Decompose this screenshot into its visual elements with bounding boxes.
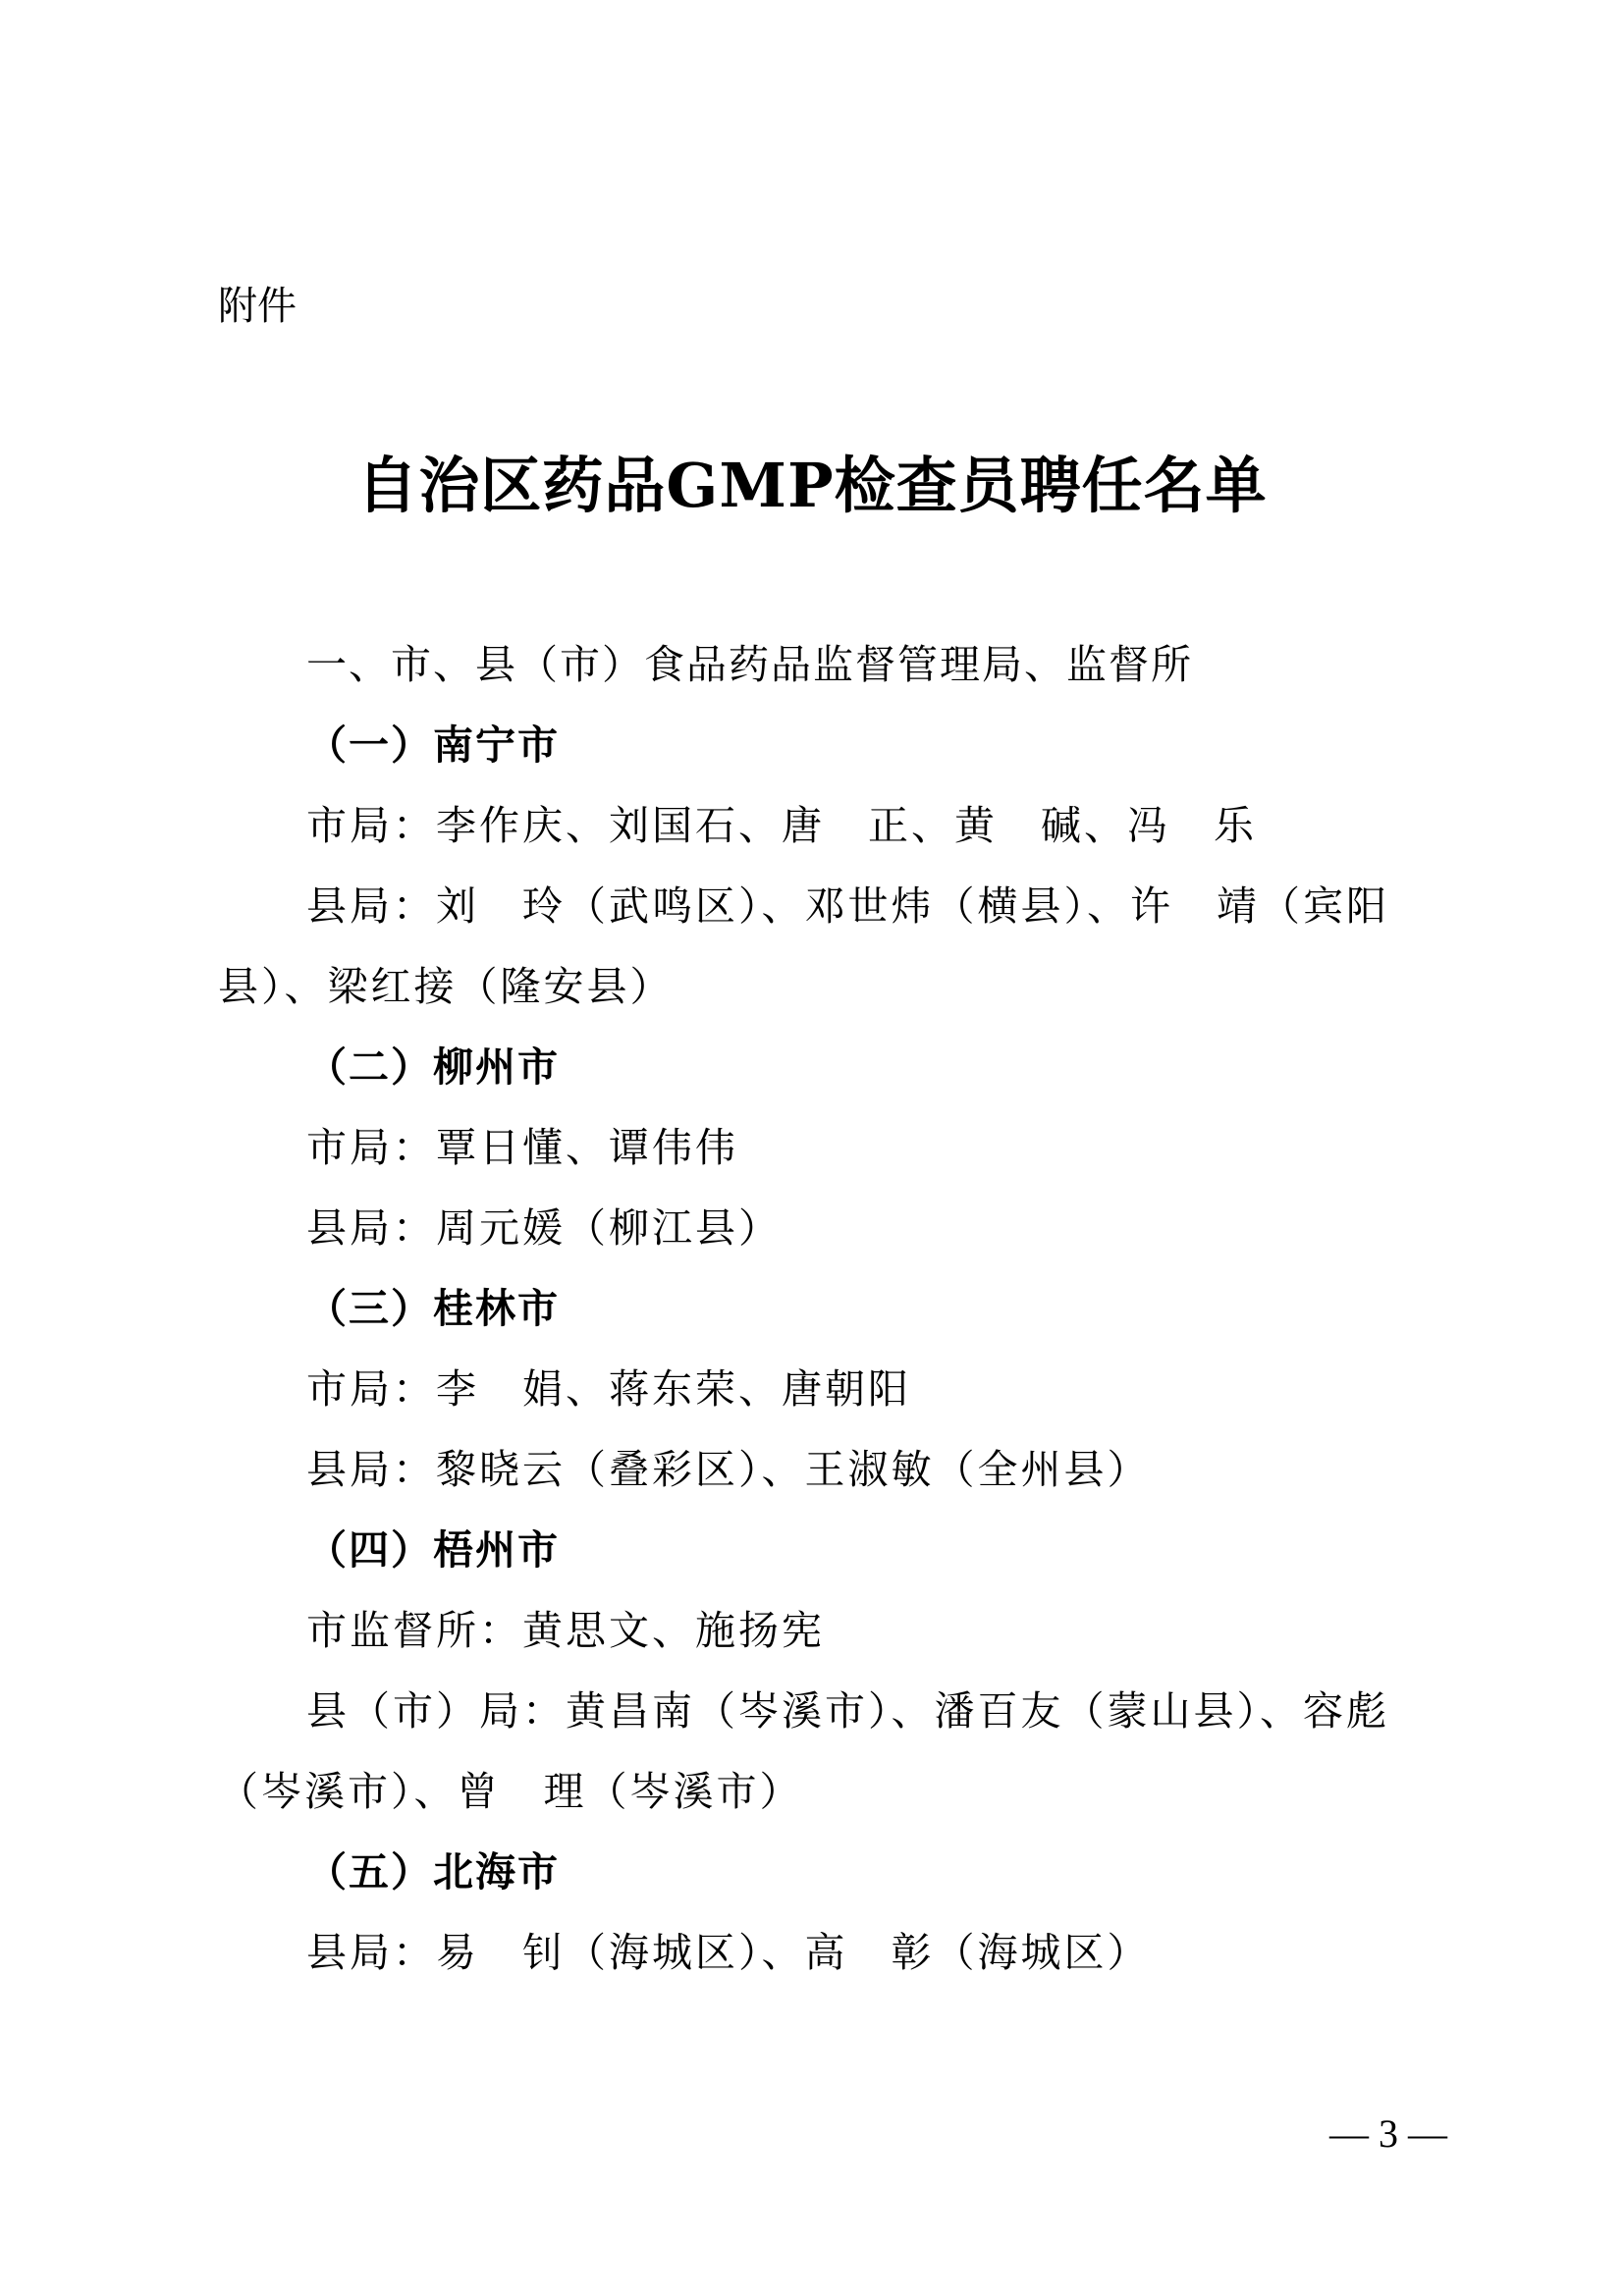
page-number: — 3 — bbox=[1329, 2111, 1447, 2156]
entry-paragraph bbox=[218, 785, 1451, 866]
entry-names: 李作庆、刘国石、唐 正、黄 碱、冯 乐 bbox=[436, 802, 1257, 849]
entry-paragraph bbox=[218, 1188, 1451, 1268]
entry-names: 周元媛（柳江县） bbox=[436, 1204, 782, 1252]
entry-label: 市局： bbox=[306, 802, 436, 849]
city-heading-nanning: （一）南宁市 bbox=[306, 721, 560, 769]
entry-paragraph bbox=[218, 866, 1451, 1027]
entry-names: 黄思文、施扬宪 bbox=[522, 1607, 825, 1654]
entry-paragraph bbox=[218, 1429, 1451, 1510]
entry-label: 县局： bbox=[306, 1446, 436, 1493]
entry-names: 刘 玲（武鸣区）、邓世炜（横县）、许 靖（宾阳县）、梁红接（隆安县） bbox=[218, 882, 1389, 1010]
entry-label: 县局： bbox=[306, 1929, 436, 1976]
entry-paragraph bbox=[218, 1107, 1451, 1188]
city-heading-wuzhou: （四）梧州市 bbox=[306, 1526, 560, 1574]
city-heading-liuzhou: （二）柳州市 bbox=[306, 1043, 560, 1091]
entry-names: 覃日懂、谭伟伟 bbox=[436, 1124, 738, 1171]
city-heading-guilin: （三）桂林市 bbox=[306, 1285, 560, 1332]
entry-paragraph bbox=[218, 1590, 1451, 1671]
entry-label: 县局： bbox=[306, 1204, 436, 1252]
entry-paragraph bbox=[218, 1671, 1451, 1832]
annex-label: 附件 bbox=[218, 284, 297, 329]
entry-paragraph bbox=[218, 1912, 1451, 1993]
document-title: 自治区药品GMP检查员聘任名单 bbox=[356, 450, 1268, 521]
entry-label: 市监督所： bbox=[306, 1607, 522, 1654]
entry-names: 易 钊（海城区）、高 彰（海城区） bbox=[436, 1929, 1151, 1976]
section-heading: 一、市、县（市）食品药品监督管理局、监督所 bbox=[306, 641, 1193, 688]
entry-names: 李 娟、蒋东荣、唐朝阳 bbox=[436, 1365, 911, 1413]
entry-label: 县（市）局： bbox=[306, 1687, 566, 1735]
entry-names: 黄昌南（岑溪市）、潘百友（蒙山县）、容彪（岑溪市）、曾 理（岑溪市） bbox=[218, 1687, 1389, 1815]
entry-label: 市局： bbox=[306, 1365, 436, 1413]
entry-label: 市局： bbox=[306, 1124, 436, 1171]
city-heading-beihai: （五）北海市 bbox=[306, 1848, 560, 1896]
entry-names: 黎晓云（叠彩区）、王淑敏（全州县） bbox=[436, 1446, 1151, 1493]
entry-label: 县局： bbox=[306, 882, 436, 930]
entry-paragraph bbox=[218, 1349, 1451, 1429]
document-body bbox=[218, 624, 1451, 1993]
